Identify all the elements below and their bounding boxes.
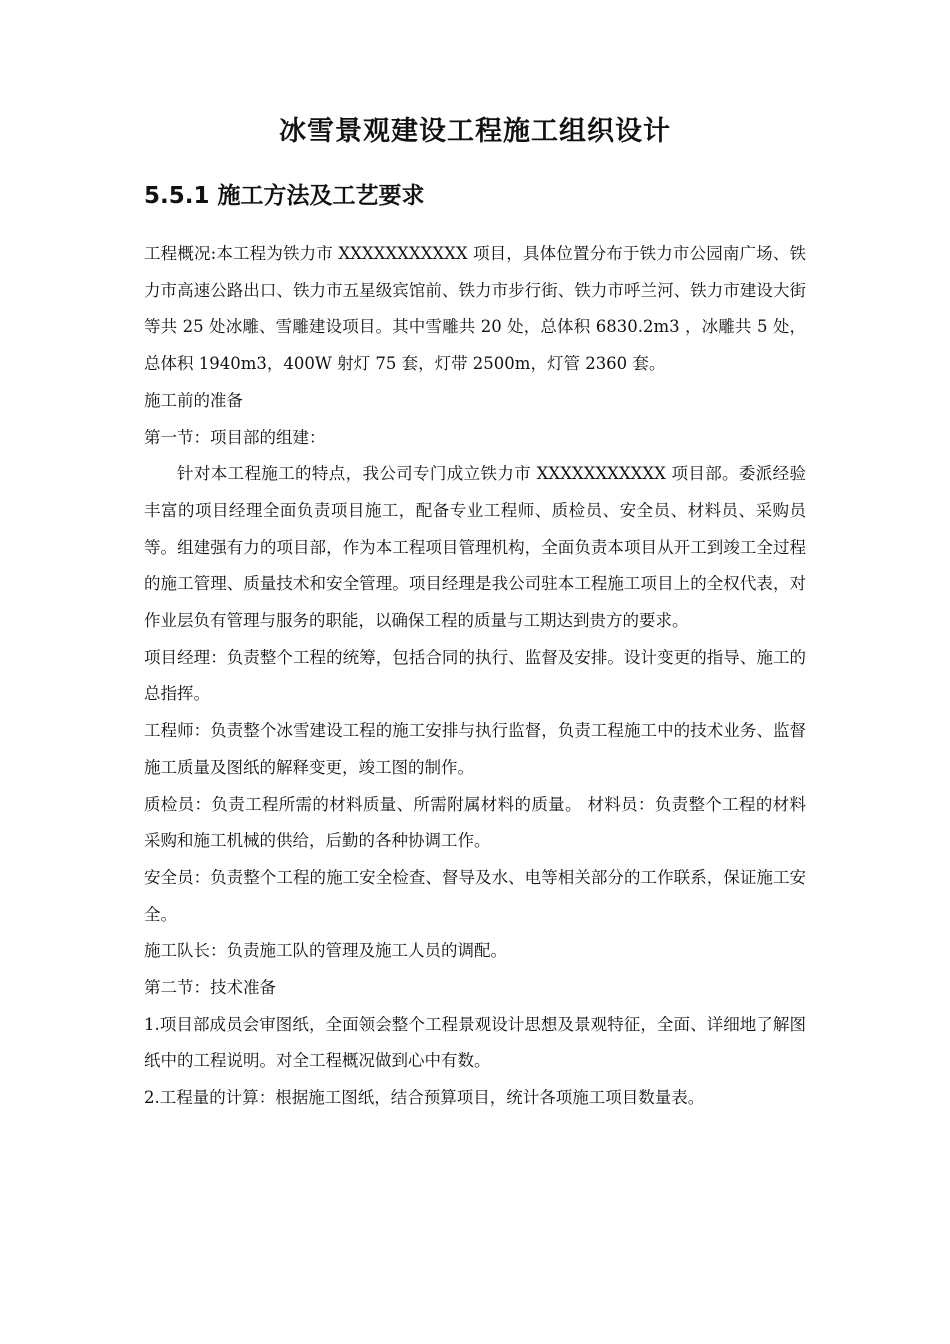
paragraph-project-team: 针对本工程施工的特点，我公司专门成立铁力市 XXXXXXXXXXX 项目部。委派经验丰富的项目经理全面负责项目施工，配备专业工程师、质检员、安全员、材料员、采购员等。组建强有力的项目部，作为本工程项目管理机构，全面负责本项目从开工到竣工全过程的施工管理、质量技术和安全管理。项目经理是我公司驻本工程施工项目上的全权代表，对作业层负有管理与服务的职能，以确保工程的质量与工期达到贵方的要求。 — [144, 464, 806, 631]
paragraph-preparation-heading: 施工前的准备 — [144, 390, 243, 410]
paragraph-team-leader: 施工队长：负责施工队的管理及施工人员的调配。 — [144, 941, 507, 961]
paragraph-drawing-review: 1.项目部成员会审图纸，全面领会整个工程景观设计思想及景观特征，全面、详细地了解图纸中的工程说明。对全工程概况做到心中有数。 — [144, 1014, 806, 1071]
paragraph-quality-inspector: 质检员：负责工程所需的材料质量、所需附属材料的质量。 材料员：负责整个工程的材料采购和施工机械的供给，后勤的各种协调工作。 — [144, 794, 806, 851]
section-heading: 5.5.1 施工方法及工艺要求 — [144, 183, 425, 209]
document-body — [144, 236, 806, 1117]
paragraph-section-two-heading: 第二节：技术准备 — [144, 978, 276, 998]
paragraph-engineer: 工程师：负责整个冰雪建设工程的施工安排与执行监督，负责工程施工中的技术业务、监督施工质量及图纸的解释变更，竣工图的制作。 — [144, 721, 806, 777]
paragraph-overview: 工程概况:本工程为铁力市 XXXXXXXXXXX 项目，具体位置分布于铁力市公园南广场、铁力市高速公路出口、铁力市五星级宾馆前、铁力市步行街、铁力市呼兰河、铁力市建设大街等共 25 处冰雕、雪雕建设项目。其中雪雕共 20 处，总体积 6830.2m3 ，冰雕共 5 处，总体积 1940m3，400W 射灯 75 套，灯带 2500m，灯管 2360 套。 — [144, 244, 806, 374]
paragraph-section-one-heading: 第一节：项目部的组建： — [144, 427, 326, 447]
paragraph-project-manager: 项目经理：负责整个工程的统筹，包括合同的执行、监督及安排。设计变更的指导、施工的总指挥。 — [144, 647, 806, 704]
document-title: 冰雪景观建设工程施工组织设计 — [279, 116, 671, 147]
paragraph-quantity-calculation: 2.工程量的计算：根据施工图纸，结合预算项目，统计各项施工项目数量表。 — [144, 1088, 705, 1108]
paragraph-safety-officer: 安全员：负责整个工程的施工安全检查、督导及水、电等相关部分的工作联系，保证施工安全。 — [144, 867, 806, 924]
